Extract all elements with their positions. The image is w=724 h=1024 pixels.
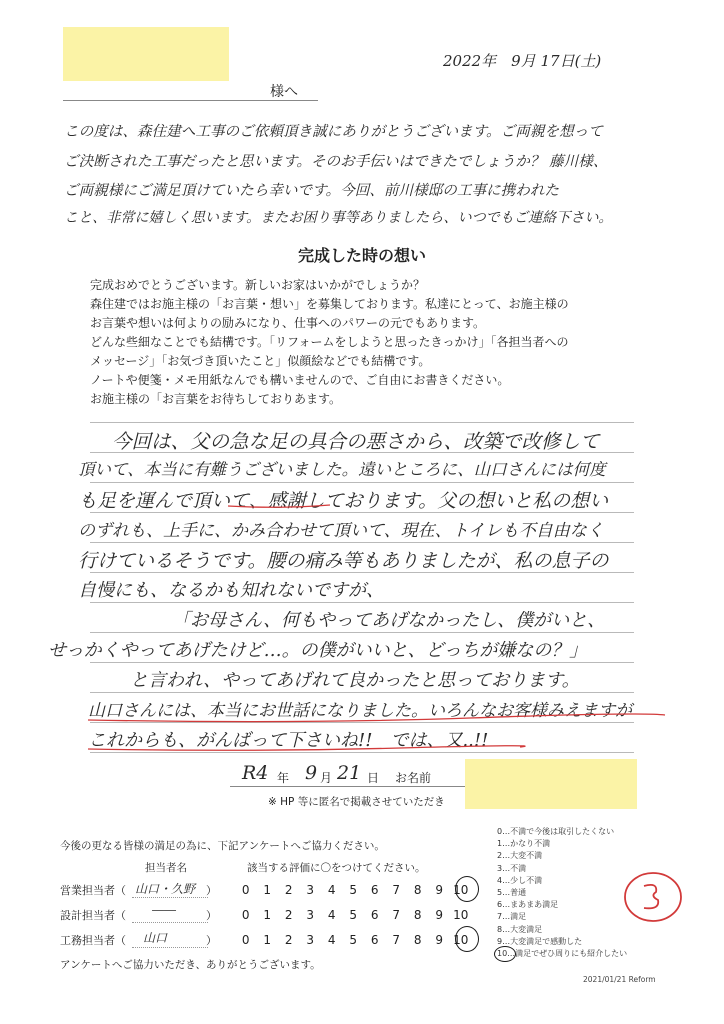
signature-day-unit: 日 xyxy=(367,771,380,785)
date-handwritten: 2022年 9月 17日(土) xyxy=(443,52,602,70)
rating-option[interactable]: 2 xyxy=(284,883,293,897)
rating-option[interactable]: 6 xyxy=(370,883,379,897)
rating-option[interactable]: 10 xyxy=(453,933,469,947)
intro-line: 森住建ではお施主様の「お言葉・想い」を募集しております。私達にとって、お施主様の xyxy=(90,297,569,311)
rating-option[interactable]: 3 xyxy=(306,933,315,947)
selected-rating-circle xyxy=(455,926,479,952)
legend-item: 0…不満で今後は取引したくない xyxy=(497,827,615,836)
red-underline xyxy=(88,714,665,722)
design-staff-label: 設計担当者（ xyxy=(60,909,126,922)
legend-item: 3…不満 xyxy=(497,863,527,873)
construction-staff-name: 山口 xyxy=(143,931,168,945)
name-label: お名前 xyxy=(395,771,432,785)
legend-item: 2…大変不満 xyxy=(497,851,543,861)
rating-option[interactable]: 1 xyxy=(263,883,272,897)
staff-column-header: 担当者名 xyxy=(145,862,187,874)
sales-staff-label: 営業担当者（ xyxy=(60,884,126,897)
intro-line: ノートや便箋・メモ用紙なんでも構いませんので、ご自由にお書きください。 xyxy=(90,373,510,387)
rating-option[interactable]: 1 xyxy=(263,933,272,947)
reply-line: 自慢にも、なるかも知れないですが、 xyxy=(78,580,384,601)
rating-scale-sales xyxy=(235,883,472,897)
rating-option[interactable]: 2 xyxy=(284,933,293,947)
reply-line: これからも、がんばって下さいね!! では、又..!! xyxy=(88,730,489,751)
signature-year-unit: 年 xyxy=(277,771,290,785)
rating-option[interactable]: 4 xyxy=(327,933,336,947)
legend-item: 10…満足でぜひ周りにも紹介したい xyxy=(497,949,628,959)
design-staff-name: ―― xyxy=(152,903,176,917)
legend-item: 1…かなり不満 xyxy=(497,839,551,849)
intro-line: メッセージ」「お気づき頂いたこと」似顔絵などでも結構です。 xyxy=(90,354,431,368)
legend-item: 9…大変満足で感動した xyxy=(497,936,583,946)
rating-option[interactable]: 9 xyxy=(435,908,444,922)
staff-name-line xyxy=(132,897,208,898)
rating-option[interactable]: 2 xyxy=(284,908,293,922)
red-underline xyxy=(228,505,330,507)
staff-name-line xyxy=(132,922,208,923)
rating-scale-design xyxy=(235,908,472,922)
rating-option[interactable]: 5 xyxy=(349,883,358,897)
rating-option[interactable]: 7 xyxy=(392,908,401,922)
rating-option[interactable]: 7 xyxy=(392,933,401,947)
signature-year: R4 xyxy=(242,762,269,784)
message-line: こと、非常に嬉しく思います。またお困り事等ありましたら、いつでもご連絡下さい。 xyxy=(64,210,613,226)
rating-option[interactable]: 10 xyxy=(453,908,469,922)
message-line: この度は、森住建へ工事のご依頼頂き誠にありがとうございます。ご両親を想って xyxy=(64,123,603,140)
survey-intro: 今後の更なる皆様の満足の為に、下記アンケートへご協力ください。 xyxy=(60,840,385,852)
rating-option[interactable]: 8 xyxy=(413,883,422,897)
rating-option[interactable]: 0 xyxy=(241,908,250,922)
reply-line: せっかくやってあげたけど…。の僕がいいと、どっちが嫌なの？」 xyxy=(48,640,588,661)
reply-line: も足を運んで頂いて、感謝しております。父の想いと私の想い xyxy=(78,490,609,512)
signature-month: 9 xyxy=(305,762,318,784)
legend-item: 6…まあまあ満足 xyxy=(497,900,559,910)
rating-option[interactable]: 4 xyxy=(327,883,336,897)
design-staff-close: ） xyxy=(206,909,217,922)
rating-option[interactable]: 8 xyxy=(413,933,422,947)
name-redaction-bottom xyxy=(465,759,637,809)
hp-note: ※ HP 等に匿名で掲載させていただき xyxy=(268,796,445,808)
form-code: 2021/01/21 Reform xyxy=(583,975,656,984)
reply-line: 行けているそうです。腰の痛み等もありましたが、私の息子の xyxy=(78,550,609,572)
sales-staff-name: 山口・久野 xyxy=(135,882,196,896)
legend-selected-circle xyxy=(494,946,516,962)
sales-staff-close: ） xyxy=(206,884,217,897)
message-line: ご両親様にご満足頂けていたら幸いです。今回、前川様邸の工事に携われた xyxy=(64,182,560,199)
intro-line: 完成おめでとうございます。新しいお家はいかがでしょうか？ xyxy=(90,278,426,292)
construction-staff-label: 工務担当者（ xyxy=(60,934,126,947)
intro-line: お施主様の「お言葉をお待ちしておりあます。 xyxy=(90,392,342,406)
survey-thanks: アンケートへご協力いただき、ありがとうございます。 xyxy=(60,959,321,971)
rating-option[interactable]: 9 xyxy=(435,883,444,897)
rating-option[interactable]: 10 xyxy=(453,883,469,897)
rating-option[interactable]: 8 xyxy=(413,908,422,922)
rating-option[interactable]: 3 xyxy=(306,883,315,897)
rating-scale-construction xyxy=(235,933,472,947)
intro-line: どんな些細なことでも結構です。「リフォームをしようと思ったきっかけ」「各担当者への xyxy=(90,335,569,349)
rating-option[interactable]: 3 xyxy=(306,908,315,922)
rating-column-header: 該当する評価に〇をつけてください。 xyxy=(247,862,426,874)
signature-month-unit: 月 xyxy=(320,771,333,785)
reply-line: 頂いて、本当に有難うございました。遠いところに、山口さんには何度 xyxy=(78,460,606,479)
construction-staff-close: ） xyxy=(206,934,217,947)
reply-line: 今回は、父の急な足の具合の悪さから、改築で改修して xyxy=(112,430,600,453)
rating-legend xyxy=(497,826,627,960)
legend-item: 8…大変満足 xyxy=(497,924,543,934)
rating-option[interactable]: 6 xyxy=(370,908,379,922)
legend-item: 7…満足 xyxy=(497,912,527,922)
section-title: 完成した時の想い xyxy=(297,246,426,265)
rating-option[interactable]: 7 xyxy=(392,883,401,897)
reply-line: 山口さんには、本当にお世話になりました。いろんなお客様みえますが xyxy=(88,701,632,721)
rating-option[interactable]: 9 xyxy=(435,933,444,947)
rating-option[interactable]: 6 xyxy=(370,933,379,947)
red-circle-mark xyxy=(620,868,690,928)
legend-item: 5…普通 xyxy=(497,888,527,898)
intro-line: お言葉や想いは何よりの励みになり、仕事へのパワーの元でもあります。 xyxy=(90,316,486,330)
rating-option[interactable]: 0 xyxy=(241,883,250,897)
staff-name-line xyxy=(132,947,208,948)
legend-item: 4…少し不満 xyxy=(497,875,543,885)
reply-line: のずれも、上手に、かみ合わせて頂いて、現在、トイレも不自由なく xyxy=(78,521,604,541)
reply-line: と言われ、やってあげれて良かったと思っております。 xyxy=(130,670,580,691)
selected-rating-circle xyxy=(455,876,479,902)
reply-line: 「お母さん、何もやってあげなかったし、僕がいと、 xyxy=(172,610,606,631)
red-underline xyxy=(88,746,525,751)
salutation: 様へ xyxy=(270,84,298,100)
rating-option[interactable]: 5 xyxy=(349,933,358,947)
signature-day: 21 xyxy=(337,762,362,784)
message-line: ご決断された工事だったと思います。そのお手伝いはできたでしょうか？ 藤川様、 xyxy=(64,153,608,170)
rating-option[interactable]: 4 xyxy=(327,908,336,922)
rating-option[interactable]: 0 xyxy=(241,933,250,947)
rating-option[interactable]: 1 xyxy=(263,908,272,922)
rating-option[interactable]: 5 xyxy=(349,908,358,922)
